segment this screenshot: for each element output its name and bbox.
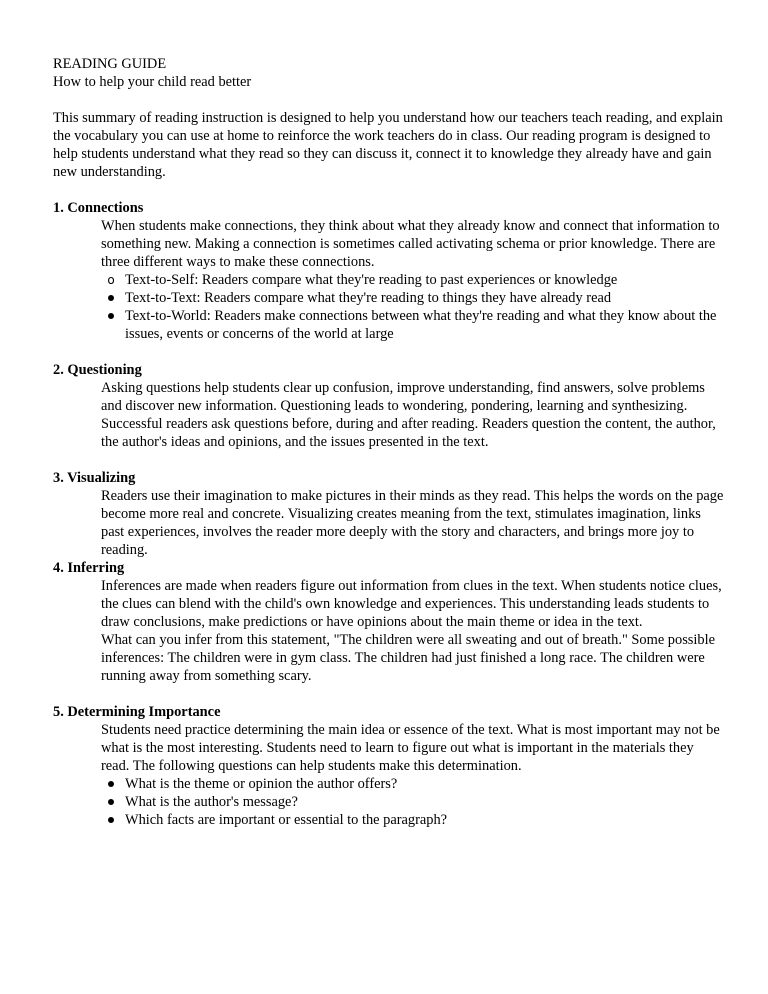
section-inferring bbox=[53, 559, 725, 685]
connections-list bbox=[53, 271, 725, 343]
section-body: What can you infer from this statement, "The children were all sweating and out of breath." Some possible inferences: The children were in gym class. The children had just finished a long race. The children were running away from something scary. bbox=[101, 632, 715, 684]
circle-bullet-icon: o bbox=[107, 273, 115, 287]
list-item bbox=[101, 307, 725, 343]
list-item bbox=[101, 271, 725, 289]
bullet-icon bbox=[101, 793, 121, 811]
section-visualizing bbox=[53, 469, 725, 559]
list-item-text: What is the author's message? bbox=[125, 794, 298, 810]
bullet-icon bbox=[101, 307, 121, 325]
document-subtitle: How to help your child read better bbox=[53, 74, 252, 90]
list-item bbox=[101, 811, 725, 829]
section-connections bbox=[53, 199, 725, 343]
list-item-text: Text-to-Self: Readers compare what they're reading to past experiences or knowledge bbox=[125, 272, 618, 288]
section-body: Successful readers ask questions before, during and after reading. Readers question the content, the author, the author's ideas and opinions, and the issues presented in the text. bbox=[101, 416, 716, 450]
bullet-icon bbox=[101, 775, 121, 793]
document-title: READING GUIDE bbox=[53, 56, 167, 72]
intro-paragraph: This summary of reading instruction is designed to help you understand how our teachers teach reading, and explain the vocabulary you can use at home to reinforce the work teachers do in class. Our reading program is designed to help students understand what they read so they can discuss it, connect it to knowledge they already have and gain new understanding. bbox=[53, 110, 723, 180]
document-page bbox=[53, 55, 725, 829]
bullet-icon bbox=[101, 811, 121, 829]
list-item-text: What is the theme or opinion the author offers? bbox=[125, 776, 398, 792]
list-item bbox=[101, 775, 725, 793]
section-heading: 3. Visualizing bbox=[53, 470, 136, 486]
section-determining-importance bbox=[53, 703, 725, 829]
list-item-text: Text-to-Text: Readers compare what they're reading to things they have already read bbox=[125, 290, 612, 306]
bullet-icon bbox=[101, 289, 121, 307]
importance-list bbox=[53, 775, 725, 829]
section-heading: 1. Connections bbox=[53, 200, 144, 216]
list-item bbox=[101, 793, 725, 811]
section-body: Readers use their imagination to make pictures in their minds as they read. This helps the words on the page become more real and concrete. Visualizing creates meaning from the text, stimulates imagination, links past experiences, involves the reader more deeply with the story and characters, and brings more joy to reading. bbox=[101, 488, 724, 558]
section-body: Asking questions help students clear up confusion, improve understanding, find answers, solve problems and discover new information. Questioning leads to wondering, pondering, learning and synthesizing. bbox=[101, 380, 705, 414]
list-item bbox=[101, 289, 725, 307]
section-questioning bbox=[53, 361, 725, 451]
list-item-text: Which facts are important or essential to the paragraph? bbox=[125, 812, 448, 828]
section-heading: 4. Inferring bbox=[53, 560, 125, 576]
section-heading: 2. Questioning bbox=[53, 362, 142, 378]
section-heading: 5. Determining Importance bbox=[53, 704, 221, 720]
section-body: When students make connections, they think about what they already know and connect that information to something new. Making a connection is sometimes called activating schema or prior knowledge. There are three different ways to make these connections. bbox=[101, 218, 720, 270]
section-body: Inferences are made when readers figure out information from clues in the text. When students notice clues, the clues can blend with the child's own knowledge and experiences. This understanding leads students to draw conclusions, make predictions or have opinions about the main theme or idea in the text. bbox=[101, 578, 722, 630]
section-body: Students need practice determining the main idea or essence of the text. What is most important may not be what is the most interesting. Students need to learn to figure out what is important in the materials they read. The following questions can help students make this determination. bbox=[101, 722, 720, 774]
list-item-text: Text-to-World: Readers make connections between what they're reading and what they know about the issues, events or concerns of the world at large bbox=[125, 308, 717, 342]
